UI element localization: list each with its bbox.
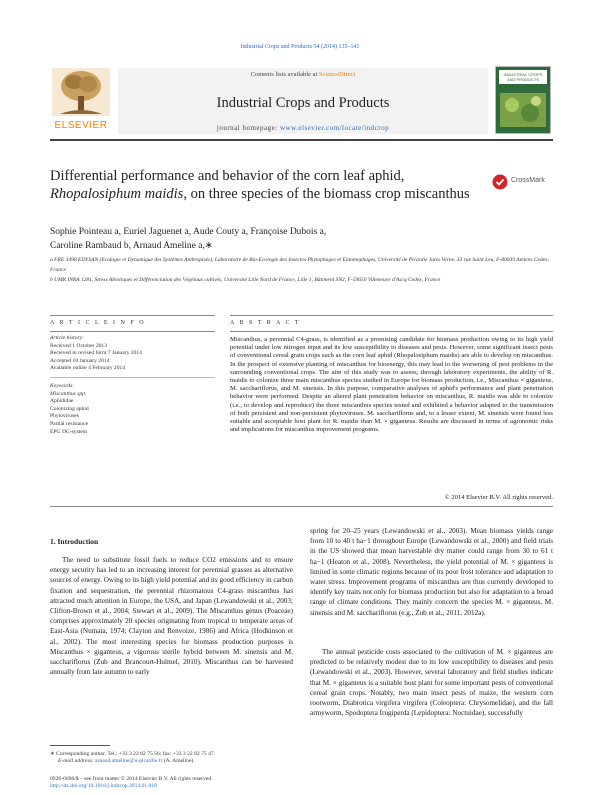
keyword-item: Aphididae xyxy=(50,398,74,405)
author-list xyxy=(50,225,470,253)
title-part1: Differential performance and behavior of the corn leaf aphid, xyxy=(50,168,405,184)
keywords-title: Keywords: xyxy=(50,383,75,389)
journal-homepage xyxy=(118,124,488,132)
article-title xyxy=(50,167,470,203)
cover-title: INDUSTRIAL CROPS AND PRODUCTS xyxy=(499,70,547,84)
intro-right-paragraph-1: spring for 20–25 years (Lewandowski et al., 2003). Mean biomass yields range from 10 to 40 t ha−1 throughout Europe (Lewandowski et al., 2000) and field trials in the US showed that mean harvestable dry matter could range from 30 to 61 t ha−1 (Heaton et al., 2008). Nevertheless, the yield potential of M. × giganteus is limited in some climatic regions because of its poor frost tolerance and adaptation to water stress. Improvement programs of miscanthus are thus currently developed to identify key traits not only for biomass production but also for adaptation to a broad range of climate conditions. They mainly concern the species M. × giganteus, M. sinensis and M. sacchariflorus (e.g., Zub et al., 2011, 2012a). xyxy=(310,527,553,617)
abstract-label: A B S T R A C T xyxy=(230,320,301,326)
title-species: Rhopalosiphum maidis xyxy=(50,186,184,202)
article-info-label: A R T I C L E I N F O xyxy=(50,320,146,326)
title-part2: , on three species of the biomass crop miscanthus xyxy=(183,186,470,202)
affiliations xyxy=(50,255,550,285)
journal-cover xyxy=(495,66,551,134)
footnotes xyxy=(50,751,310,766)
crossmark-icon xyxy=(492,174,508,190)
corresponding-author: ∗ Corresponding author. Tel.: +33 3 22 82 75 56; fax: +33 3 22 82 75 47. xyxy=(50,751,216,757)
abstract-divider-top xyxy=(230,315,553,316)
authors-line-2: Caroline Rambaud b, Arnaud Ameline a,∗ xyxy=(50,241,213,251)
crossmark-badge[interactable] xyxy=(492,173,552,191)
sciencedirect-link[interactable]: ScienceDirect xyxy=(318,71,356,78)
contents-prefix: Contents lists available at xyxy=(250,71,319,78)
affiliation-a: a FRE 3498 EDYSAN (Ecologie et Dynamique des Systèmes Anthropisés), Laboratoire de Bio-Ecologie des Insectes Phytophages et Entomophages, Université de Picardie Jules Verne, 33 rue Saint Leu, F-80039 Amiens Cedex, France xyxy=(50,257,549,273)
intro-right-paragraph-2: The annual pesticide costs associated to the cultivation of M. × giganteus are predicted to be relatively modest due to its low susceptibility to diseases and pests (Lewandowski et al., 2003). However, several laboratory and field studies indicate that M. × giganteus is a suitable host plant for some important pests of conventional cereal grain crops. Notably, two main insect pests of maize, the western corn rootworm, Diabrotica virgifera virgifera (Coleoptera: Chrysomelidae), and the fall armyworm, Spodoptera frugiperda (Lepidoptera: Noctuidae), successfully xyxy=(310,648,553,718)
email-line xyxy=(50,758,310,765)
intro-left-column: The need to substitute fossil fuels to reduce CO2 emissions and to ensure energy security has led to an increasing interest for perennial grasses as alternative sources of energy. Owing to its high yield potential and its good efficiency in carbon fixation and sequestration, the perennial rhizomatous C4-grass miscanthus has attracted much attention in Europe, the USA, and Japan (Lewandowski et al., 2003; Clifton-Brown et al., 2004; Stewart et al., 2009). The Miscanthus genus (Poaceae) comprises approximately 20 species originating from tropical to temperate areas of East-Asia (Numata, 1974; Clayton and Renvoize, 1986) and Africa (Hodkinson et al., 2002). The most interesting species for biomass production purposes is Miscanthus × giganteus, a vigorous sterile hybrid between M. sinensis and M. sacchariflorus (Zub and Brancourt-Hulmel, 2010). Miscanthus can be harvested annually from late autumn to early xyxy=(50,556,293,677)
info-divider-mid xyxy=(50,331,215,332)
history-online: Available online 4 February 2014 xyxy=(50,365,126,372)
email-link[interactable]: arnaud.ameline@u-picardie.fr xyxy=(95,758,163,765)
crossmark-label: CrossMark xyxy=(511,177,545,184)
front-matter xyxy=(50,776,350,791)
info-divider-top xyxy=(50,315,215,316)
abstract-text: Miscanthus, a perennial C4-grass, is identified as a promising candidate for biomass production owing to its high yield potential under low nitrogen input and its low susceptibility to diseases and pests. However, some significant insect pests of conventional cereal grain crops such as the corn leaf aphid (Rhopalosiphum maidis) are able to develop on miscanthus. In the prospect of extensive planting of miscanthus for bioenergy, this may lead to the worsening of pest problems in the surrounding conventional crops. The aim of this study was to assess, through laboratory experiments, the ability of R. maidis to colonize three main miscanthus species studied in Europe for biomass production, i.e., Miscanthus × giganteus, M. sacchariflorus, and M. sinensis. In this purpose, comparative analyses of aphid's performance and plant penetration behavior were performed. Despite an altered plant penetration behavior on miscanthus, R. maidis was able to colonize (i.e., to develop and reproduce) the three miscanthus species tested and exhibited a behavior adapted to the transmission of both persistent and non-persistent phytoviruses. M. sacchariflorus and, to a lesser extent, M. sinensis were found less suitable and acceptable host plant for R. maidis than M. × giganteus. Results are discussed in terms of agronomic risks and implications for miscanthus improvement programs. xyxy=(230,336,553,434)
journal-header xyxy=(118,68,488,134)
abstract-copyright: © 2014 Elsevier B.V. All rights reserved. xyxy=(444,494,553,501)
history-title: Article history: xyxy=(50,335,85,341)
email-label: E-mail address: xyxy=(58,758,96,765)
journal-name: Industrial Crops and Products xyxy=(216,95,390,111)
history-accepted: Accepted 10 January 2014 xyxy=(50,357,110,364)
abstract-divider-bottom xyxy=(50,506,553,507)
header-divider xyxy=(50,139,553,141)
keywords xyxy=(50,383,215,436)
keyword-item: Phytoviruses xyxy=(50,413,79,420)
keyword-item: Partial resistance xyxy=(50,420,89,427)
elsevier-wordmark: ELSEVIER xyxy=(54,120,108,131)
keyword-item: EPG DC-system xyxy=(50,428,88,435)
homepage-prefix: journal homepage: xyxy=(216,124,280,132)
abstract-divider-mid xyxy=(230,331,553,332)
elsevier-logo xyxy=(50,66,112,134)
email-suffix: (A. Ameline). xyxy=(162,758,195,765)
section-heading: 1. Introduction xyxy=(50,537,99,546)
contents-line xyxy=(118,71,488,78)
history-revised: Received in revised form 7 January 2014 xyxy=(50,350,142,357)
doi-link[interactable]: http://dx.doi.org/10.1016/j.indcrop.2014.01.018 xyxy=(50,783,157,790)
cover-image-icon xyxy=(496,91,550,131)
keywords-divider xyxy=(50,377,215,378)
article-history xyxy=(50,335,215,373)
journal-citation[interactable]: Industrial Crops and Products 54 (2014) 135–141 xyxy=(240,44,360,50)
history-received: Received 1 October 2013 xyxy=(50,342,108,349)
authors-line-1: Sophie Pointeau a, Euriel Jaguenet a, Aude Couty a, Françoise Dubois a, xyxy=(50,227,327,237)
keyword-item: Miscanthus spp. xyxy=(50,390,87,397)
keyword-item: Colonizing aphid xyxy=(50,405,89,412)
homepage-link[interactable]: www.elsevier.com/locate/indcrop xyxy=(279,124,390,132)
footnote-divider xyxy=(50,745,110,746)
issn-line: 0926-6690/$ – see front matter © 2014 Elsevier B.V. All rights reserved. xyxy=(50,776,213,782)
affiliation-b: b UMR INRA 1281, Stress Abiotiques et Différenciation des Végétaux cultivés, Université Lille Nord de France, Lille 1, Bâtiment SN2, F-59650 Villeneuve d'Ascq Cedex, France xyxy=(50,277,441,283)
